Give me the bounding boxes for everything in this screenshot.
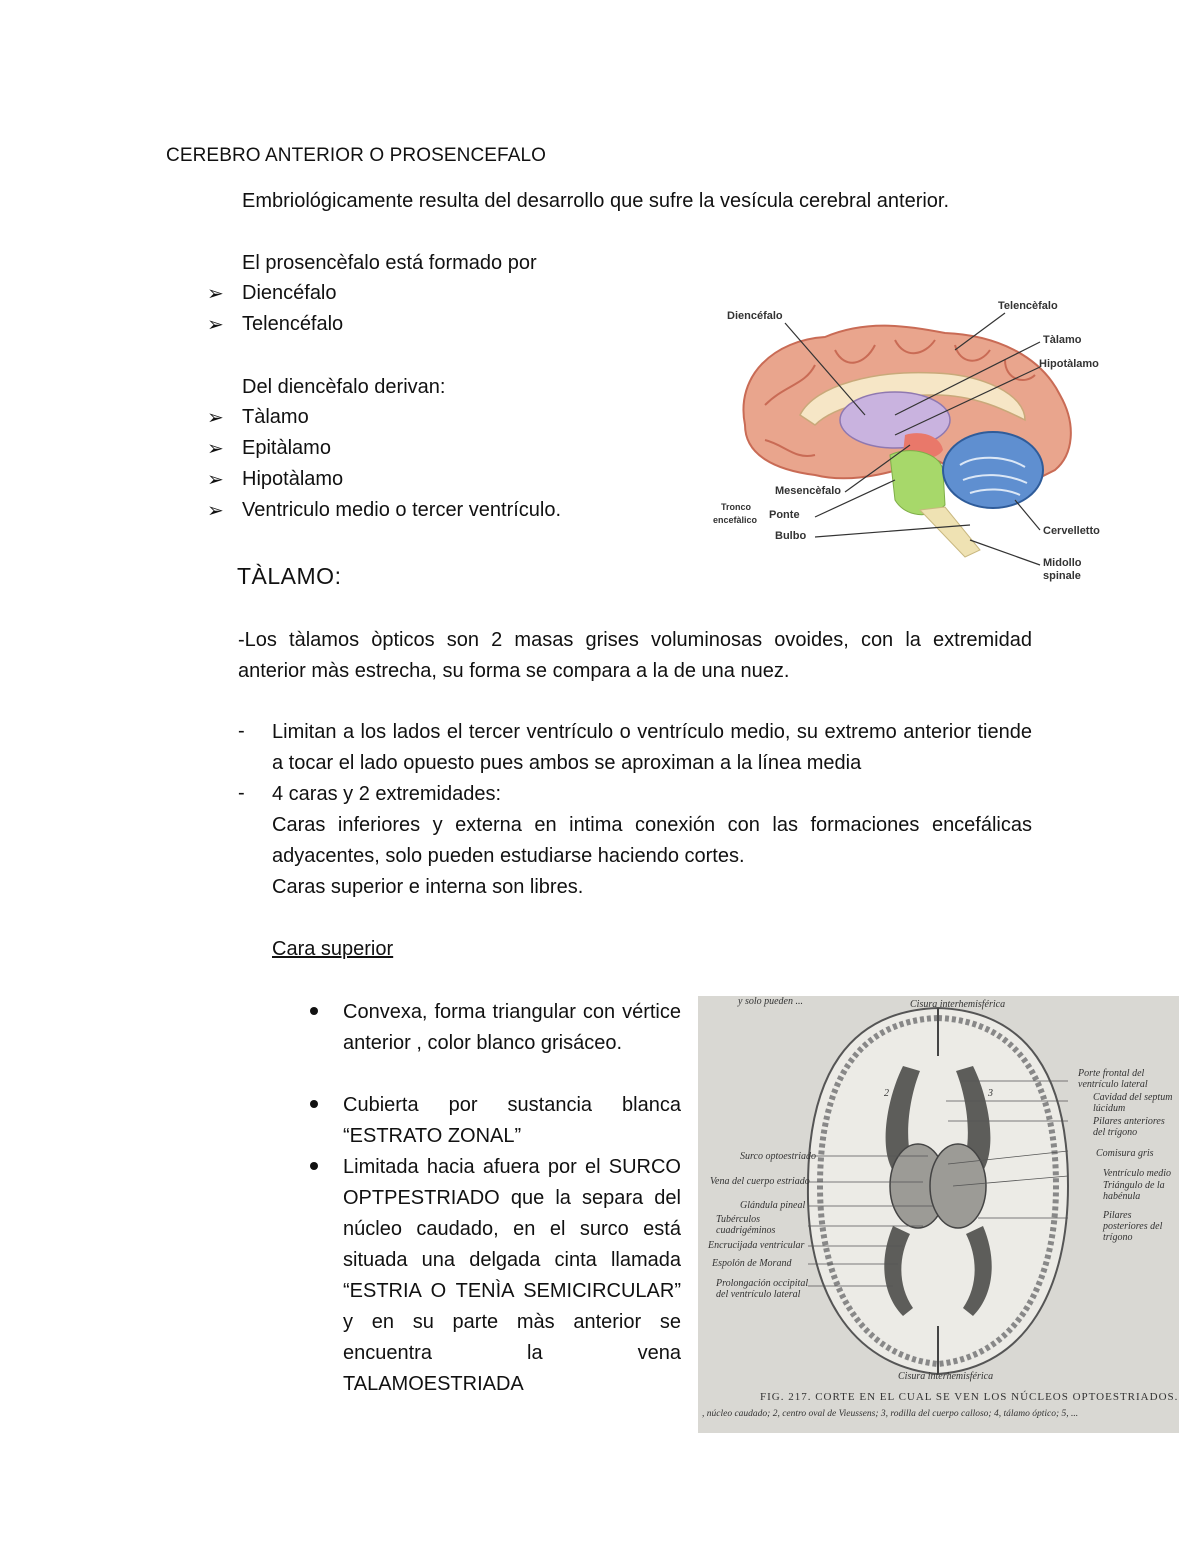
talamo-intro: -Los tàlamos òpticos son 2 masas grises voluminosas ovoides, con la extremidad anterior màs estrecha, su forma se compara a la de una nuez.: [238, 629, 1032, 682]
photo-label-right: Pilares anteriores del trígono: [1093, 1116, 1165, 1138]
intro-text: Embriológicamente resulta del desarrollo que sufre la vesícula cerebral anterior.: [242, 190, 950, 212]
photo-label-left: Vena del cuerpo estriado: [710, 1176, 810, 1187]
cerebellum-shape: [943, 432, 1043, 508]
photo-label-top: Cisura interhemisférica: [910, 999, 1006, 1010]
photo-label-right: Ventrículo medio: [1103, 1168, 1172, 1179]
photo-label-right: Porte frontal del ventrículo lateral: [1078, 1068, 1148, 1090]
photo-label-right: Pilares posteriores del trígono: [1103, 1210, 1163, 1243]
label-talamo: Tàlamo: [1043, 334, 1082, 346]
photo-label-right: Triángulo de la habénula: [1103, 1180, 1165, 1202]
photo-label-left: Tubérculos cuadrigéminos: [716, 1214, 776, 1236]
label-ponte: Ponte: [769, 509, 800, 521]
bullet-dot-icon: [310, 1100, 318, 1108]
dash-marker: -: [238, 782, 245, 804]
photo-label-left: Glándula pineal: [740, 1200, 806, 1211]
dash-item-text: Limitan a los lados el tercer ventrículo o ventrículo medio, su extremo anterior tiende a tocar el lado opuesto pues ambos se aproximan a la línea media: [272, 721, 1032, 774]
photo-number: 2: [884, 1088, 889, 1099]
label-cervelletto: Cervelletto: [1043, 525, 1100, 537]
dash-marker: -: [238, 720, 245, 742]
arrow-bullet-icon: ➢: [207, 469, 224, 491]
label-hipotalamo: Hipotàlamo: [1039, 358, 1099, 370]
photo-figure-subcaption: , núcleo caudado; 2, centro oval de Vieussens; 3, rodilla del cuerpo calloso; 4, tálamo óptico; 5, ...: [702, 1409, 1079, 1419]
label-mesencefalo: Mesencèfalo: [775, 485, 842, 497]
photo-label-left: Surco optoestriado: [740, 1151, 817, 1162]
talamo-heading: [237, 563, 341, 590]
list-item: Diencéfalo: [242, 282, 337, 304]
list-item: Cubierta por sustancia blanca “ESTRATO ZONAL”: [343, 1094, 681, 1147]
label-midollo: Midollo: [1043, 557, 1082, 569]
arrow-bullet-icon: ➢: [207, 407, 224, 429]
list-item: Ventriculo medio o tercer ventrículo.: [242, 499, 562, 521]
talamo-heading-text: TÀLAMO: [237, 563, 335, 589]
bullet-dot-icon: [310, 1007, 318, 1015]
photo-label-right: Comisura gris: [1096, 1148, 1154, 1159]
dash-item-text: Caras superior e interna son libres.: [272, 876, 584, 898]
arrow-bullet-icon: ➢: [207, 314, 224, 336]
bullet-dot-icon: [310, 1162, 318, 1170]
talamo-heading-colon: :: [334, 563, 342, 589]
photo-label-bottom: Cisura interhemisférica: [898, 1371, 994, 1382]
label-telencefalo: Telencèfalo: [998, 300, 1058, 312]
label-diencefalo: Diencéfalo: [727, 310, 783, 322]
label-bulbo: Bulbo: [775, 530, 807, 542]
photo-top-text: y solo pueden ...: [738, 996, 803, 1007]
list-item: Epitàlamo: [242, 437, 331, 459]
right-thalamus: [930, 1144, 986, 1228]
dash-item-text: 4 caras y 2 extremidades:: [272, 783, 501, 805]
dash-item-text: Caras inferiores y externa en intima conexión con las formaciones encefálicas adyacentes, solo pueden estudiarse haciendo cortes.: [272, 814, 1032, 867]
arrow-bullet-icon: ➢: [207, 438, 224, 460]
arrow-bullet-icon: ➢: [207, 283, 224, 305]
list-item: Limitada hacia afuera por el SURCO OPTPESTRIADO que la separa del núcleo caudado, en el surco está situada una delgada cinta llamada “ESTRIA O TENÌA SEMICIRCULAR” y en su parte màs anterior se encuentra la vena TALAMOESTRIADA: [343, 1156, 681, 1395]
diencefalo-label: Del diencèfalo derivan:: [242, 376, 446, 398]
label-spinale: spinale: [1043, 570, 1081, 582]
brain-section-photo: [698, 996, 1179, 1433]
label-encefalico: encefàlico: [713, 515, 758, 525]
pons-shape: [890, 451, 945, 515]
list-item: Tàlamo: [242, 406, 309, 428]
label-tronco: Tronco: [721, 502, 752, 512]
prosencefalo-label: El prosencèfalo está formado por: [242, 252, 537, 274]
photo-label-left: Prolongación occipital del ventrículo lateral: [716, 1278, 809, 1300]
photo-label-left: Encrucijada ventricular: [708, 1240, 805, 1251]
photo-figure-caption: FIG. 217. CORTE EN EL CUAL SE VEN LOS NÚCLEOS OPTOESTRIADOS.: [760, 1391, 1179, 1403]
list-item: Hipotàlamo: [242, 468, 344, 490]
page-title: CEREBRO ANTERIOR O PROSENCEFALO: [166, 145, 547, 166]
arrow-bullet-icon: ➢: [207, 500, 224, 522]
photo-label-left: Espolón de Morand: [712, 1258, 792, 1269]
list-item: Telencéfalo: [242, 313, 344, 335]
list-item: Convexa, forma triangular con vértice anterior , color blanco grisáceo.: [343, 1001, 681, 1054]
photo-label-right: Cavidad del septum lúcidum: [1093, 1092, 1173, 1114]
photo-number: 3: [988, 1088, 993, 1099]
brain-sagittal-diagram: [705, 295, 1117, 595]
cara-superior-heading: Cara superior: [272, 938, 394, 960]
spinal-cord-shape: [920, 507, 980, 557]
